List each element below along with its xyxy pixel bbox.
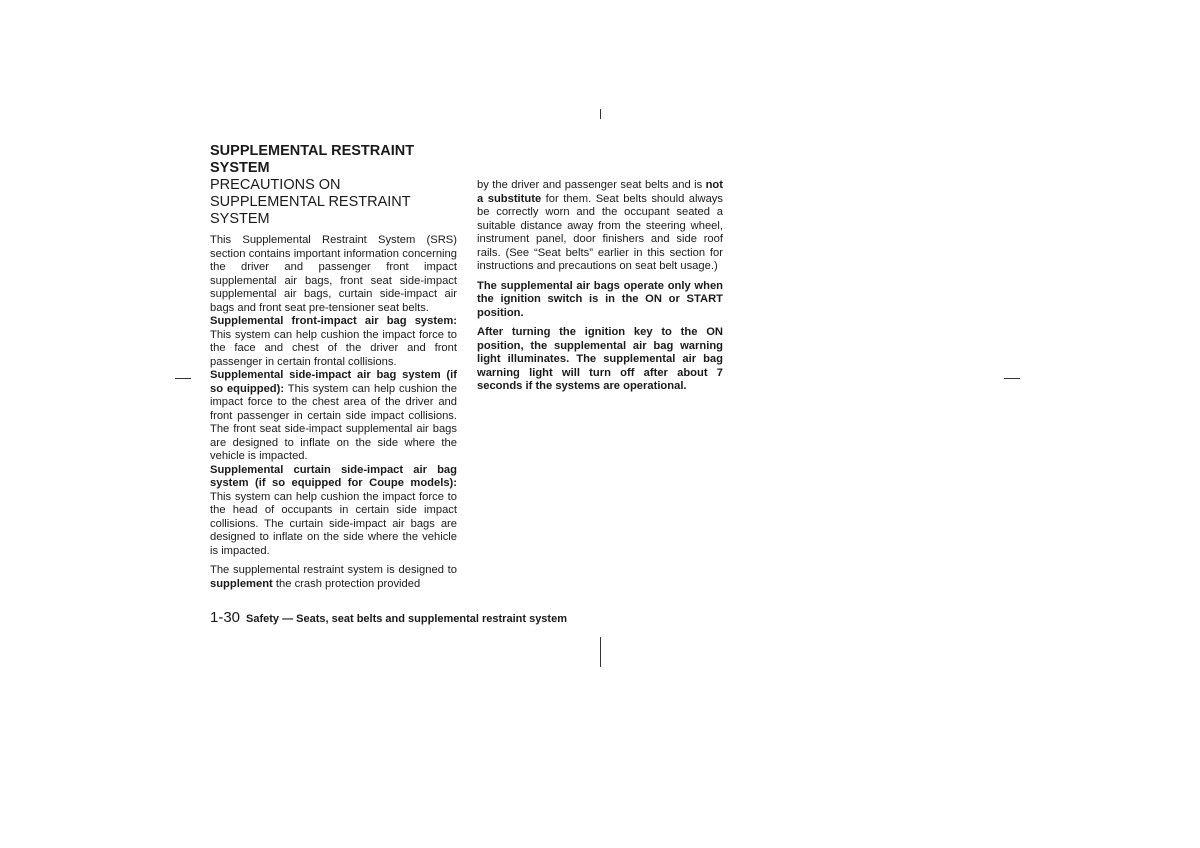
side-airbag-paragraph: [210, 369, 457, 464]
intro-paragraph: This Supplemental Restraint System (SRS) section contains important information concerning the driver and passenger front impact supplemental air bags, front seat side-impact supplemental air bags, curtain side-impact air bags and front seat pre-tensioner seat belts.: [210, 234, 457, 314]
bottom-binding-mark: [600, 637, 601, 667]
curtain-airbag-text: This system can help cushion the impact force to the head of occupants in certain side impact collisions. The curtain side-impact air bags are designed to inflate on the side where the vehicle is impacted.: [210, 490, 457, 557]
left-crop-mark: [175, 378, 191, 379]
top-binding-mark: [600, 109, 601, 119]
continuation-paragraph: [477, 179, 723, 274]
footer-section-title: Safety — Seats, seat belts and supplemental restraint system: [246, 613, 567, 625]
curtain-airbag-paragraph: [210, 464, 457, 559]
front-airbag-paragraph: [210, 315, 457, 369]
side-airbag-text: This system can help cushion the impact force to the chest area of the driver and front passenger in certain side impact collisions. The front seat side-impact supplemental air bags are designed to inflate on the side where the vehicle is impacted.: [210, 382, 457, 462]
left-column: [210, 143, 457, 591]
supplement-paragraph: [210, 564, 457, 591]
continuation-text-start: by the driver and passenger seat belts and is: [477, 179, 706, 191]
front-airbag-label: Supplemental front-impact air bag system:: [210, 315, 457, 327]
sub-heading: PRECAUTIONS ON SUPPLEMENTAL RESTRAINT SYSTEM: [210, 177, 411, 227]
supplement-text-start: The supplemental restraint system is designed to: [210, 564, 457, 576]
right-column: [477, 179, 723, 394]
side-airbag-label: Supplemental side-impact air bag system (if so equipped):: [210, 369, 457, 395]
supplement-text-end: the crash protection provided: [272, 577, 421, 590]
not-substitute-emphasis: not a substitute: [477, 179, 723, 205]
right-crop-mark: [1004, 378, 1020, 379]
page-number: 1-30: [210, 609, 241, 626]
curtain-airbag-label: Supplemental curtain side-impact air bag system (if so equipped for Coupe models):: [210, 463, 457, 489]
operation-paragraph: The supplemental air bags operate only when the ignition switch is in the ON or START position.: [477, 279, 723, 319]
page-footer: [210, 609, 567, 627]
continuation-text-end: for them. Seat belts should always be correctly worn and the occupant seated a suitable distance away from the steering wheel, instrument panel, door finishers and side roof rails. (See “Seat belts” earlier in this section for instructions and precautions on seat belt usage.): [477, 192, 723, 272]
section-heading: SUPPLEMENTAL RESTRAINT SYSTEM: [210, 143, 415, 176]
warning-light-paragraph: After turning the ignition key to the ON position, the supplemental air bag warning light illuminates. The supplemental air bag warning light will turn off after about 7 seconds if the systems are operational.: [477, 326, 723, 392]
front-airbag-text: This system can help cushion the impact force to the face and chest of the driver and front passenger in certain frontal collisions.: [210, 328, 457, 368]
supplement-emphasis: supplement: [210, 577, 273, 590]
